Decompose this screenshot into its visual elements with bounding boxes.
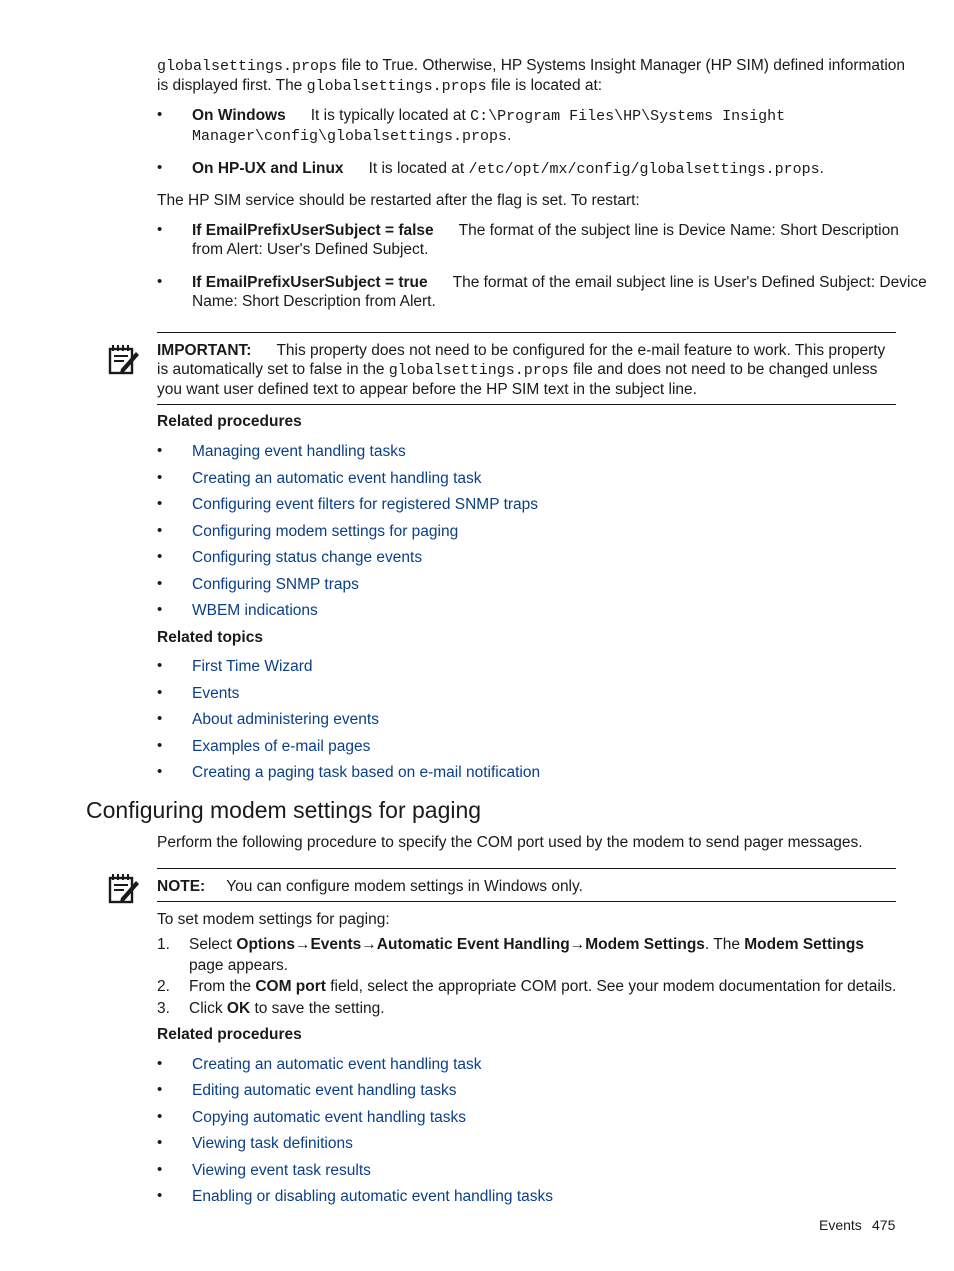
bullet: • [157, 684, 163, 701]
link-viewing-event-task-results[interactable]: Viewing event task results [192, 1162, 371, 1179]
step-1-cont: page appears. [189, 957, 289, 974]
step-3: Click OK to save the setting. [189, 1000, 385, 1017]
link-editing-automatic-event-handling-tasks[interactable]: Editing automatic event handling tasks [192, 1082, 457, 1099]
link-enabling-disabling-tasks[interactable]: Enabling or disabling automatic event handling tasks [192, 1188, 554, 1205]
divider [157, 901, 896, 902]
related-topics-heading: Related topics [157, 629, 263, 646]
bullet: • [157, 575, 163, 592]
steps-intro: To set modem settings for paging: [157, 911, 390, 928]
note-label: NOTE: [157, 878, 206, 895]
page-number: 475 [872, 1217, 896, 1233]
step-1: Select Options→Events→Automatic Event Handling→Modem Settings. The Modem Settings [189, 936, 864, 953]
bullet: • [157, 442, 163, 459]
format-true-cont: Name: Short Description from Alert. [192, 293, 436, 310]
bullet: • [157, 273, 163, 290]
divider [157, 868, 896, 869]
link-creating-paging-task[interactable]: Creating a paging task based on e-mail notification [192, 764, 541, 781]
bullet: • [157, 495, 163, 512]
important-line-1: IMPORTANT: This property does not need to be configured for the e-mail feature to work. This property [157, 342, 886, 359]
note-line: NOTE: You can configure modem settings in Windows only. [157, 878, 583, 895]
bullet: • [157, 106, 163, 123]
bullet: • [157, 1081, 163, 1098]
bullet: • [157, 710, 163, 727]
bullet: • [157, 1108, 163, 1125]
step-2: From the COM port field, select the appropriate COM port. See your modem documentation for details. [189, 978, 897, 995]
step-1-number: 1. [157, 936, 170, 953]
link-viewing-task-definitions[interactable]: Viewing task definitions [192, 1135, 353, 1152]
footer-section: Events [819, 1217, 862, 1233]
link-creating-automatic-event-handling-task[interactable]: Creating an automatic event handling task [192, 1056, 482, 1073]
bullet: • [157, 469, 163, 486]
related-procedures-heading: Related procedures [157, 413, 302, 430]
divider [157, 404, 896, 405]
link-managing-event-handling-tasks[interactable]: Managing event handling tasks [192, 443, 406, 460]
location-hpux-linux: On HP-UX and Linux It is located at /etc/opt/mx/config/globalsettings.props. [192, 160, 824, 178]
restart-text: The HP SIM service should be restarted after the flag is set. To restart: [157, 192, 640, 209]
link-configuring-event-filters[interactable]: Configuring event filters for registered SNMP traps [192, 496, 539, 513]
step-3-number: 3. [157, 1000, 170, 1017]
bullet: • [157, 763, 163, 780]
location-windows: On Windows It is typically located at C:\Program Files\HP\Systems Insight [192, 107, 786, 125]
intro-line-1: globalsettings.props file to True. Otherwise, HP Systems Insight Manager (HP SIM) defined information [157, 57, 906, 75]
bullet: • [157, 1161, 163, 1178]
intro-line-2: is displayed first. The globalsettings.props file is located at: [157, 77, 603, 95]
important-label: IMPORTANT: [157, 342, 252, 359]
link-wbem-indications[interactable]: WBEM indications [192, 602, 318, 619]
section-intro: Perform the following procedure to specify the COM port used by the modem to send pager messages. [157, 834, 863, 851]
format-false-cont: from Alert: User's Defined Subject. [192, 241, 429, 258]
link-configuring-snmp-traps[interactable]: Configuring SNMP traps [192, 576, 359, 593]
link-about-administering-events[interactable]: About administering events [192, 711, 379, 728]
bullet: • [157, 522, 163, 539]
bullet: • [157, 657, 163, 674]
bullet: • [157, 1055, 163, 1072]
bullet: • [157, 1187, 163, 1204]
bullet: • [157, 159, 163, 176]
bullet: • [157, 737, 163, 754]
divider [157, 332, 896, 333]
bullet: • [157, 221, 163, 238]
link-creating-automatic-event-handling-task[interactable]: Creating an automatic event handling task [192, 470, 482, 487]
format-false: If EmailPrefixUserSubject = false The format of the subject line is Device Name: Short Description [192, 222, 899, 239]
link-events[interactable]: Events [192, 685, 240, 702]
link-first-time-wizard[interactable]: First Time Wizard [192, 658, 313, 675]
bullet: • [157, 1134, 163, 1151]
format-true: If EmailPrefixUserSubject = true The format of the email subject line is User's Defined Subject: Device [192, 274, 927, 291]
note-pencil-icon [108, 343, 140, 375]
link-examples-of-email-pages[interactable]: Examples of e-mail pages [192, 738, 371, 755]
bullet: • [157, 548, 163, 565]
related-procedures-heading: Related procedures [157, 1026, 302, 1043]
important-line-2: is automatically set to false in the globalsettings.props file and does not need to be changed unless [157, 361, 878, 379]
bullet: • [157, 601, 163, 618]
link-configuring-modem-settings[interactable]: Configuring modem settings for paging [192, 523, 459, 540]
code-filename: globalsettings.props [306, 78, 487, 95]
important-line-3: you want user defined text to appear before the HP SIM text in the subject line. [157, 381, 697, 398]
note-pencil-icon [108, 872, 140, 904]
location-windows-cont: Manager\config\globalsettings.props. [192, 127, 512, 145]
link-copying-automatic-event-handling-tasks[interactable]: Copying automatic event handling tasks [192, 1109, 466, 1126]
code-filename: globalsettings.props [157, 58, 338, 75]
step-2-number: 2. [157, 978, 170, 995]
link-configuring-status-change-events[interactable]: Configuring status change events [192, 549, 423, 566]
section-title: Configuring modem settings for paging [86, 797, 482, 823]
